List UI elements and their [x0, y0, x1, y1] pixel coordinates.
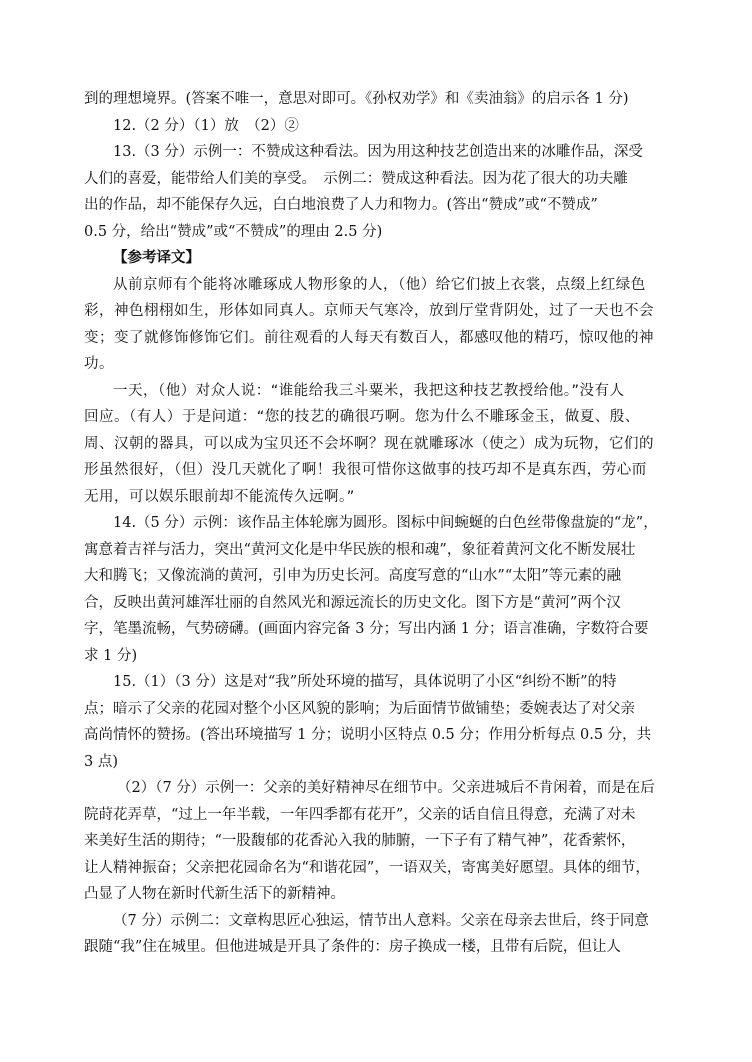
text-line: 0.5 分，给出“赞成”或“不赞成”的理由 2.5 分)	[84, 223, 383, 240]
text-line: 大和腾飞；又像流淌的黄河，引申为历史长河。高度写意的“山水”“太阳”等元素的融	[84, 568, 622, 584]
text-line: 合，反映出黄河雄浑壮丽的自然风光和源远流长的历史文化。图下方是“黄河”两个汉	[84, 594, 621, 611]
translation-paragraph: 一天，（他）对众人说：“谁能给我三斗粟米，我把这种技艺教授给他。”没有人	[113, 382, 625, 399]
text-line: 回应。（有人）于是问道：“您的技艺的确很巧啊。您为什么不雕琢金玉，做夏、殷、	[84, 409, 640, 425]
text-line: 到的理想境界。(答案不唯一，意思对即可。《孙权劝学》和《卖油翁》的启示各 1 分)	[84, 91, 629, 107]
answer-12: 12.（2 分）（1）放 （2）②	[113, 117, 299, 134]
answer-15-1: 15.（1）（3 分）这是对“我”所处环境的描写，具体说明了小区“纠纷不断”的特	[113, 674, 617, 690]
text-line: 字，笔墨流畅，气势磅礴。(画面内容完备 3 分；写出内涵 1 分；语言准确，字数符合要	[84, 621, 649, 637]
text-line: 功。	[84, 356, 114, 372]
text-line: 求 1 分)	[84, 647, 138, 664]
document-page	[84, 86, 674, 961]
text-line: 周、汉朝的器具，可以成为宝贝还不会坏啊？现在就雕琢冰（使之）成为玩物，它们的	[84, 435, 654, 452]
text-line: 高尚情怀的赞扬。(答出环境描写 1 分；说明小区特点 0.5 分；作用分析每点 0.5 分，共	[84, 727, 652, 743]
text-line: 院莳花弄草，“过上一年半载，一年四季都有花开”，父亲的话自信且得意，充满了对未	[84, 806, 636, 823]
text-line: 凸显了人物在新时代新生活下的新精神。	[84, 886, 345, 902]
text-line: 无用，可以娱乐眼前却不能流传久远啊。”	[84, 488, 355, 505]
section-heading-translation: 【参考译文】	[113, 249, 200, 266]
text-line: 跟随“我”住在城里。但他进城是开具了条件的：房子换成一楼，且带有后院，但让人	[84, 939, 621, 955]
answer-15-2: （2）（7 分）示例一：父亲的美好精神尽在细节中。父亲进城后不肯闲着，而是在后	[117, 780, 655, 796]
text-line: 点；暗示了父亲的花园对整个小区风貌的影响；为后面情节做铺垫；委婉表达了对父亲	[84, 700, 635, 717]
answer-13: 13.（3 分）示例一：不赞成这种看法。因为用这种技艺创造出来的冰雕作品，深受	[113, 144, 643, 160]
answer-15-2-example-2: （7 分）示例二：文章构思匠心独运，情节出人意料。父亲在母亲去世后，终于同意	[113, 912, 649, 929]
text-line: 形虽然很好，（但）没几天就化了啊！我很可惜你这做事的技巧却不是真东西，劳心而	[84, 462, 647, 478]
text-line: 来美好生活的期待；“一股馥郁的花香沁入我的肺腑，一下子有了精气神”，花香萦怀，	[84, 833, 636, 849]
text-line: 彩，神色栩栩如生，形体如同真人。京师天气寒冷，放到厅堂背阴处，过了一天也不会	[84, 303, 654, 319]
text-line: 变；变了就修饰修饰它们。前往观看的人每天有数百人，都感叹他的精巧，惊叹他的神	[84, 329, 654, 346]
answer-14: 14.（5 分）示例：该作品主体轮廓为圆形。图标中间蜿蜒的白色丝带像盘旋的“龙”，	[113, 515, 658, 531]
text-line: 让人精神振奋；父亲把花园命名为“和谐花园”，一语双关，寄寓美好愿望。具体的细节，	[84, 859, 650, 876]
text-line: 出的作品，却不能保存久远，白白地浪费了人力和物力。(答出“赞成”或“不赞成”	[84, 197, 598, 213]
text-line: 人们的喜爱，能带给人们美的享受。 示例二：赞成这种看法。因为花了很大的功夫雕	[84, 170, 628, 187]
text-line: 寓意着吉祥与活力，突出“黄河文化是中华民族的根和魂”，象征着黄河文化不断发展壮	[84, 541, 636, 558]
text-line: 3 点)	[84, 753, 118, 770]
translation-paragraph: 从前京师有个能将冰雕琢成人物形象的人，（他）给它们披上衣裳，点缀上红绿色	[113, 276, 646, 293]
